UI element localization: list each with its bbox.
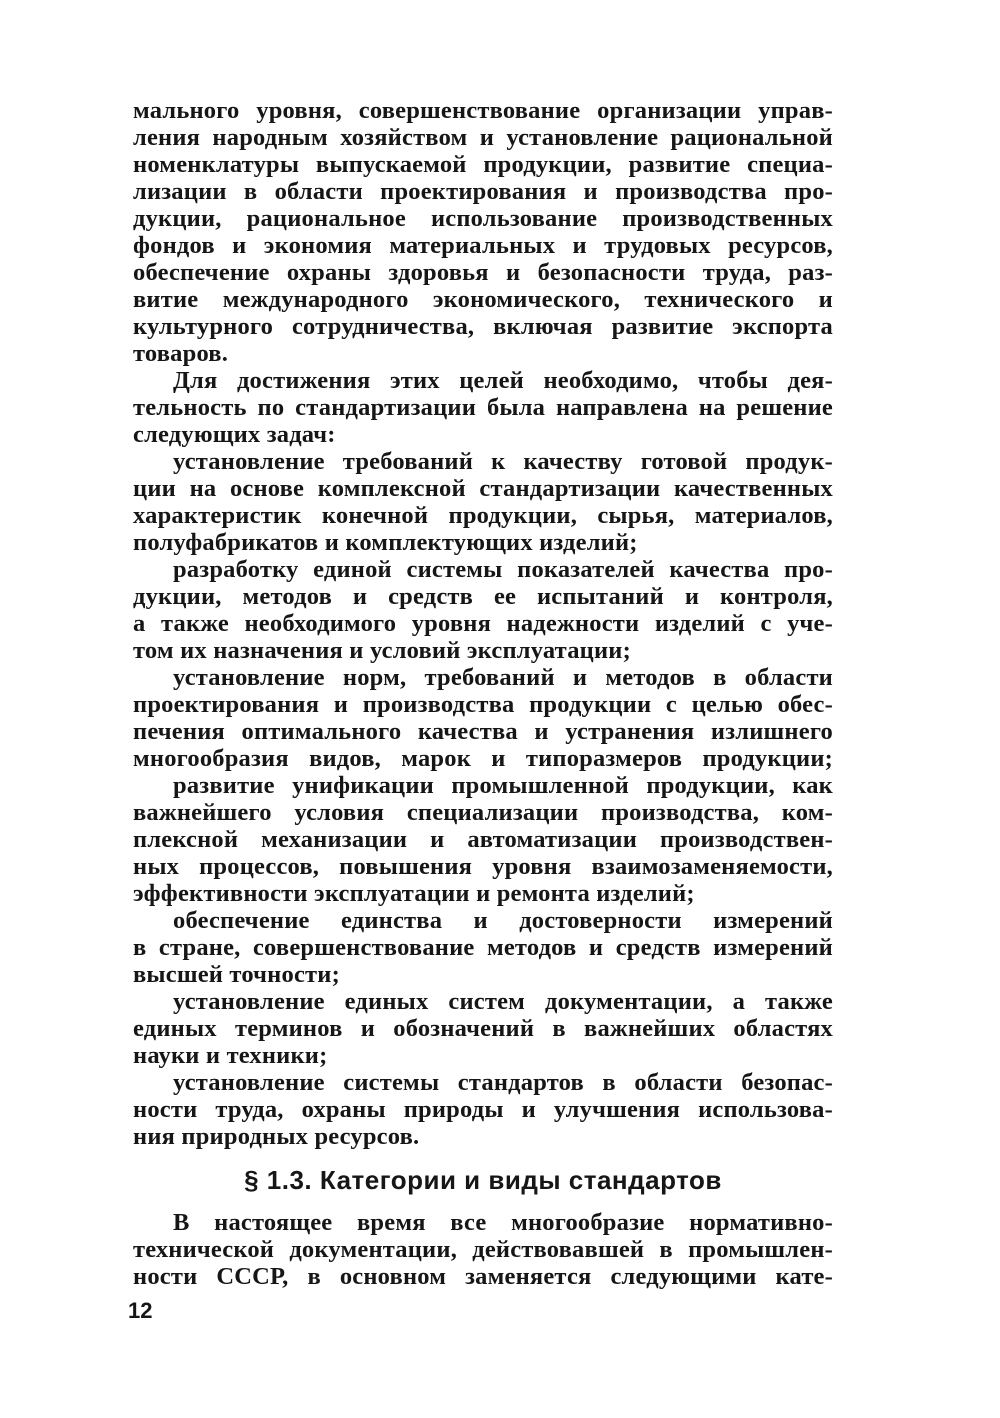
- text-line: обеспечение единства и достоверности измерений: [173, 907, 833, 934]
- text-line: проектирования и производства продукции с целью обес-: [133, 691, 833, 718]
- text-line: В настоящее время все многообразие нормативно-: [173, 1209, 833, 1236]
- page-number: 12: [128, 1298, 153, 1323]
- text-line: товаров.: [133, 340, 229, 367]
- text-line: установление единых систем документации, а также: [173, 988, 833, 1015]
- text-line: ления народным хозяйством и установление рациональной: [133, 124, 833, 151]
- text-line: культурного сотрудничества, включая развитие экспорта: [133, 313, 833, 340]
- text-line: единых терминов и обозначений в важнейших областях: [133, 1015, 833, 1042]
- text-line: науки и техники;: [133, 1042, 328, 1069]
- text-line: характеристик конечной продукции, сырья, материалов,: [133, 502, 833, 529]
- text-line: дукции, методов и средств ее испытаний и контроля,: [133, 583, 833, 610]
- text-line: высшей точности;: [133, 961, 340, 988]
- text-line: эффективности эксплуатации и ремонта изделий;: [133, 880, 695, 907]
- text-line: полуфабрикатов и комплектующих изделий;: [133, 529, 638, 556]
- text-line: разработку единой системы показателей качества про-: [173, 556, 833, 583]
- text-line: технической документации, действовавшей в промышлен-: [133, 1236, 833, 1263]
- text-line: том их назначения и условий эксплуатации;: [133, 637, 631, 664]
- text-line: Для достижения этих целей необходимо, чтобы дея-: [173, 367, 833, 394]
- text-line: ности труда, охраны природы и улучшения использова-: [133, 1096, 833, 1123]
- text-line: номенклатуры выпускаемой продукции, развитие специа-: [133, 151, 833, 178]
- text-line: многообразия видов, марок и типоразмеров продукции;: [133, 745, 833, 772]
- text-line: важнейшего условия специализации производства, ком-: [133, 799, 833, 826]
- text-line: витие международного экономического, технического и: [133, 286, 833, 313]
- section-heading: § 1.3. Категории и виды стандартов: [244, 1165, 722, 1195]
- text-line: ния природных ресурсов.: [133, 1123, 420, 1150]
- text-line: обеспечение охраны здоровья и безопасности труда, раз-: [133, 259, 833, 286]
- text-line: установление системы стандартов в области безопас-: [173, 1069, 833, 1096]
- body-text-continued: [133, 1209, 833, 1290]
- text-line: ности СССР, в основном заменяется следующими кате-: [133, 1263, 833, 1290]
- text-line: плексной механизации и автоматизации производствен-: [133, 826, 833, 853]
- text-line: фондов и экономия материальных и трудовых ресурсов,: [133, 232, 833, 259]
- text-line: тельность по стандартизации была направлена на решение: [133, 394, 833, 421]
- text-line: в стране, совершенствование методов и средств измерений: [133, 934, 833, 961]
- text-line: печения оптимального качества и устранения излишнего: [133, 718, 833, 745]
- text-line: установление норм, требований и методов в области: [173, 664, 833, 691]
- text-line: мального уровня, совершенствование организации управ-: [133, 97, 833, 124]
- text-line: развитие унификации промышленной продукции, как: [173, 772, 833, 799]
- text-line: дукции, рациональное использование производственных: [133, 205, 833, 232]
- text-line: а также необходимого уровня надежности изделий с уче-: [133, 610, 833, 637]
- text-line: лизации в области проектирования и производства про-: [133, 178, 833, 205]
- text-line: следующих задач:: [133, 421, 336, 448]
- text-line: установление требований к качеству готовой продук-: [173, 448, 833, 475]
- text-line: ных процессов, повышения уровня взаимозаменяемости,: [133, 853, 833, 880]
- text-line: ции на основе комплексной стандартизации качественных: [133, 475, 833, 502]
- body-text: [133, 97, 833, 1150]
